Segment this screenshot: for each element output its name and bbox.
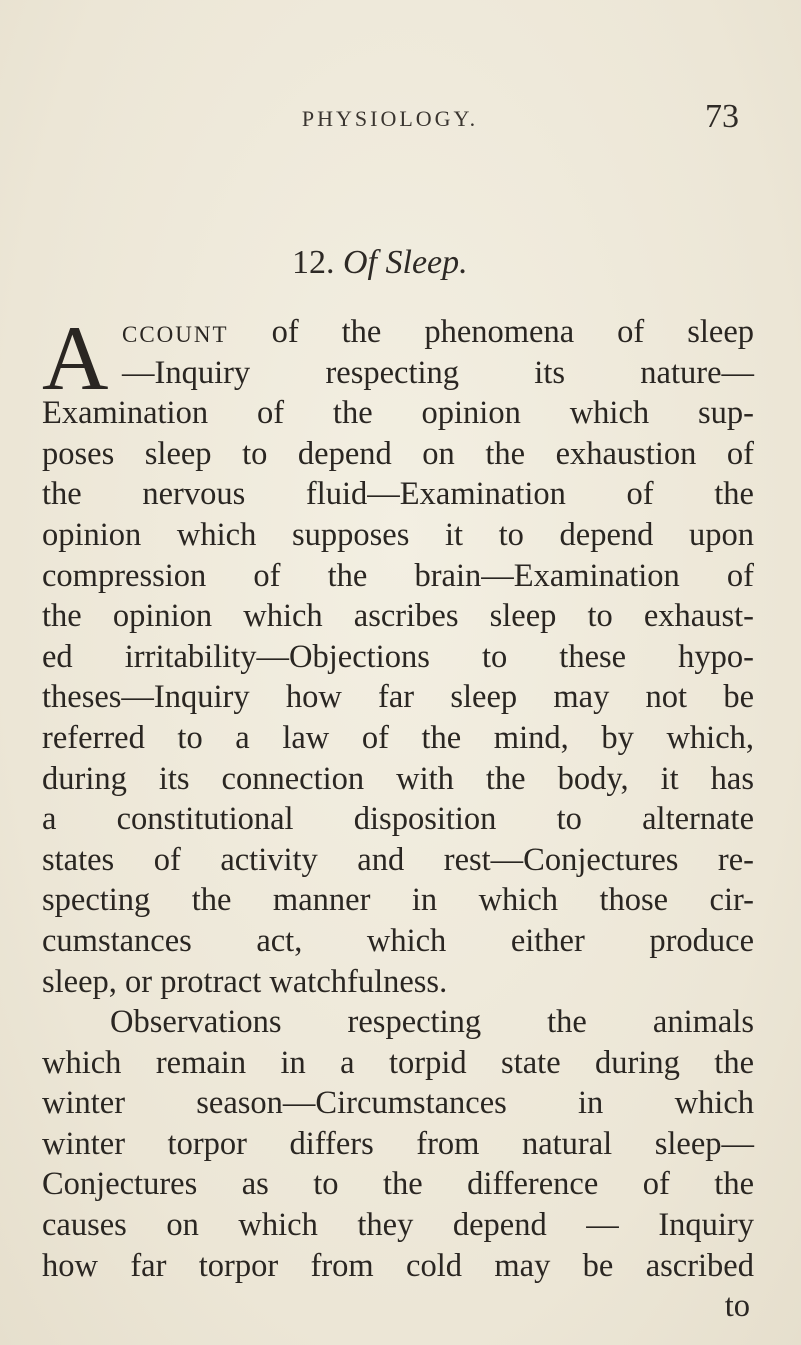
page-number: 73 (705, 98, 739, 135)
section-title: Of Sleep. (343, 244, 468, 281)
text-line: during its connection with the body, it has (42, 760, 754, 797)
text-line: poses sleep to depend on the exhaustion of (42, 435, 754, 472)
text-line: sleep, or protract watchfulness. (42, 963, 448, 1000)
section-heading (292, 244, 468, 282)
text-line-content: of the phenomena of sleep (228, 314, 754, 350)
text-line: winter season—Circumstances in which (42, 1085, 754, 1122)
text-line: a constitutional disposition to alternate (42, 801, 754, 838)
running-title: PHYSIOLOGY. (301, 106, 479, 131)
text-line: Examination of the opinion which sup- (42, 395, 754, 432)
text-line: the opinion which ascribes sleep to exhaust- (42, 598, 754, 635)
text-line: —Inquiry respecting its nature— (122, 354, 754, 391)
drop-cap: A (42, 307, 109, 409)
text-line: Conjectures as to the difference of the (42, 1166, 754, 1203)
text-line: causes on which they depend — Inquiry (42, 1207, 754, 1244)
catchword: to (724, 1288, 750, 1325)
text-line: the nervous fluid—Examination of the (42, 476, 754, 513)
text-line: specting the manner in which those cir- (42, 882, 754, 919)
text-line: cumstances act, which either produce (42, 922, 754, 959)
first-word-rest: ccount (122, 314, 229, 350)
text-line: referred to a law of the mind, by which, (42, 719, 754, 756)
text-line: winter torpor differs from natural sleep— (42, 1125, 754, 1162)
text-line: states of activity and rest—Conjectures re- (42, 841, 754, 878)
text-line: Observations respecting the animals (110, 1004, 754, 1041)
text-line: opinion which supposes it to depend upon (42, 516, 754, 553)
text-line: theses—Inquiry how far sleep may not be (42, 679, 754, 716)
text-line: compression of the brain—Examination of (42, 557, 754, 594)
text-line: ed irritability—Objections to these hypo- (42, 638, 754, 675)
text-line: which remain in a torpid state during the (42, 1044, 754, 1081)
text-line: how far torpor from cold may be ascribed (42, 1247, 754, 1284)
body-text (42, 307, 754, 1327)
running-head (0, 96, 801, 136)
text-line (42, 312, 754, 353)
section-number: 12. (292, 244, 335, 281)
